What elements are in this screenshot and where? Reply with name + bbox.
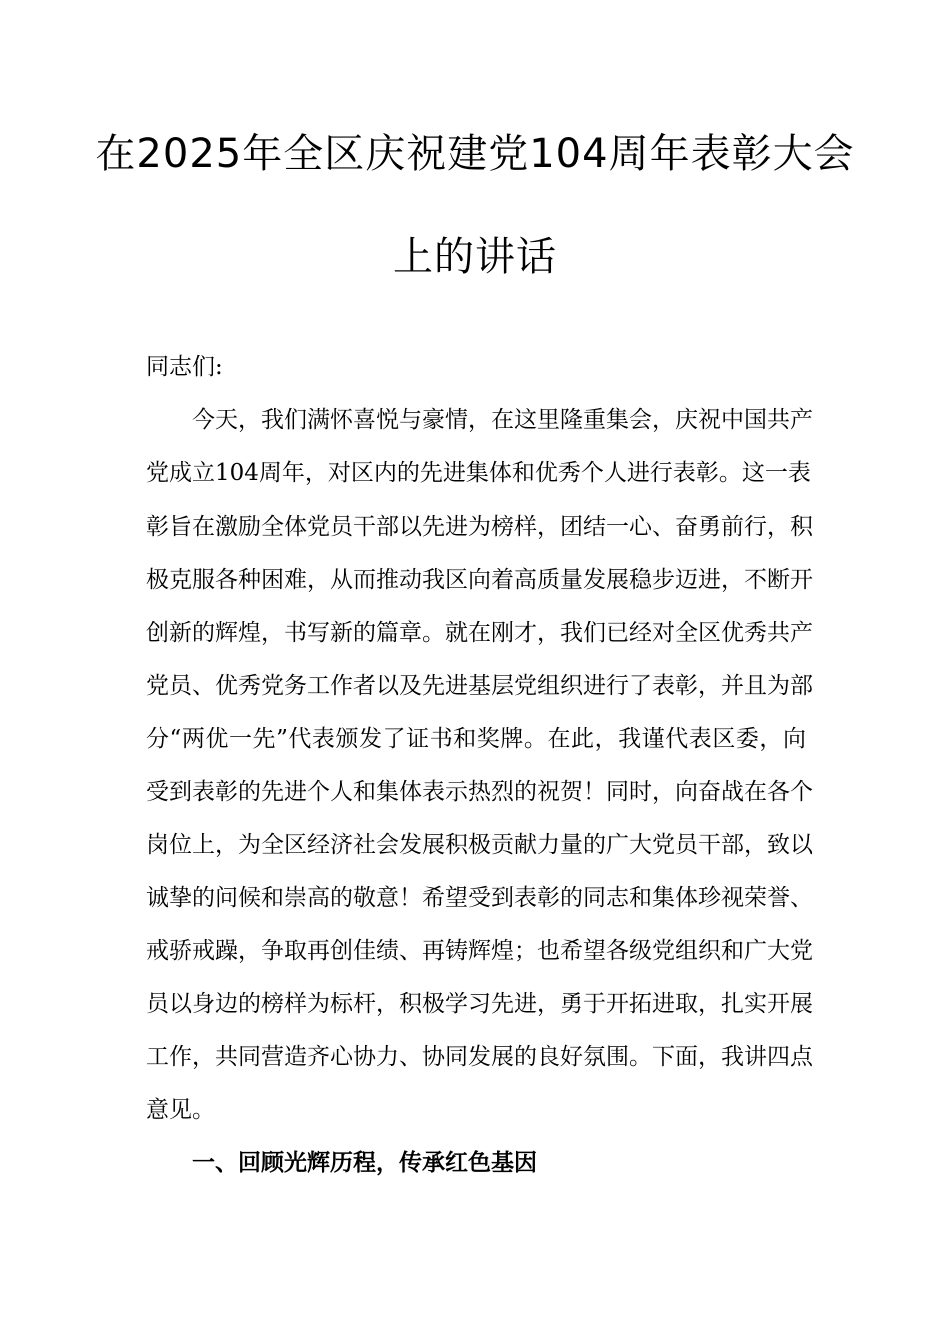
section-heading: 一、回顾光辉历程，传承红色基因 bbox=[192, 1150, 537, 1176]
paragraph-line: 分“两优一先”代表颁发了证书和奖牌。在此，我谨代表区委，向 bbox=[146, 726, 806, 752]
salutation: 同志们: bbox=[146, 354, 223, 380]
paragraph-line: 工作，共同营造齐心协力、协同发展的良好氛围。下面，我讲四点 bbox=[146, 1044, 813, 1070]
paragraph-line: 诚挚的问候和崇高的敬意！希望受到表彰的同志和集体珍视荣誉、 bbox=[146, 885, 813, 911]
paragraph-line: 极克服各种困难，从而推动我区向着高质量发展稳步迈进，不断开 bbox=[146, 567, 813, 593]
paragraph-line: 受到表彰的先进个人和集体表示热烈的祝贺！同时，向奋战在各个 bbox=[146, 779, 813, 805]
paragraph-line: 岗位上，为全区经济社会发展积极贡献力量的广大党员干部，致以 bbox=[146, 832, 813, 858]
paragraph-line: 党员、优秀党务工作者以及先进基层党组织进行了表彰，并且为部 bbox=[146, 673, 813, 699]
paragraph-line: 意见。 bbox=[146, 1097, 215, 1123]
paragraph-line: 员以身边的榜样为标杆，积极学习先进，勇于开拓进取，扎实开展 bbox=[146, 991, 813, 1017]
paragraph-line: 彰旨在激励全体党员干部以先进为榜样，团结一心、奋勇前行，积 bbox=[146, 514, 813, 540]
paragraph-line: 戒骄戒躁，争取再创佳绩、再铸辉煌；也希望各级党组织和广大党 bbox=[146, 938, 813, 964]
document-title-line-1: 在2025年全区庆祝建党104周年表彰大会 bbox=[95, 131, 855, 177]
document-title-line-2: 上的讲话 bbox=[393, 234, 557, 280]
paragraph-line: 今天，我们满怀喜悦与豪情，在这里隆重集会，庆祝中国共产 bbox=[192, 407, 813, 433]
paragraph-line: 党成立104周年，对区内的先进集体和优秀个人进行表彰。这一表 bbox=[146, 460, 811, 486]
paragraph-line: 创新的辉煌，书写新的篇章。就在刚才，我们已经对全区优秀共产 bbox=[146, 620, 813, 646]
